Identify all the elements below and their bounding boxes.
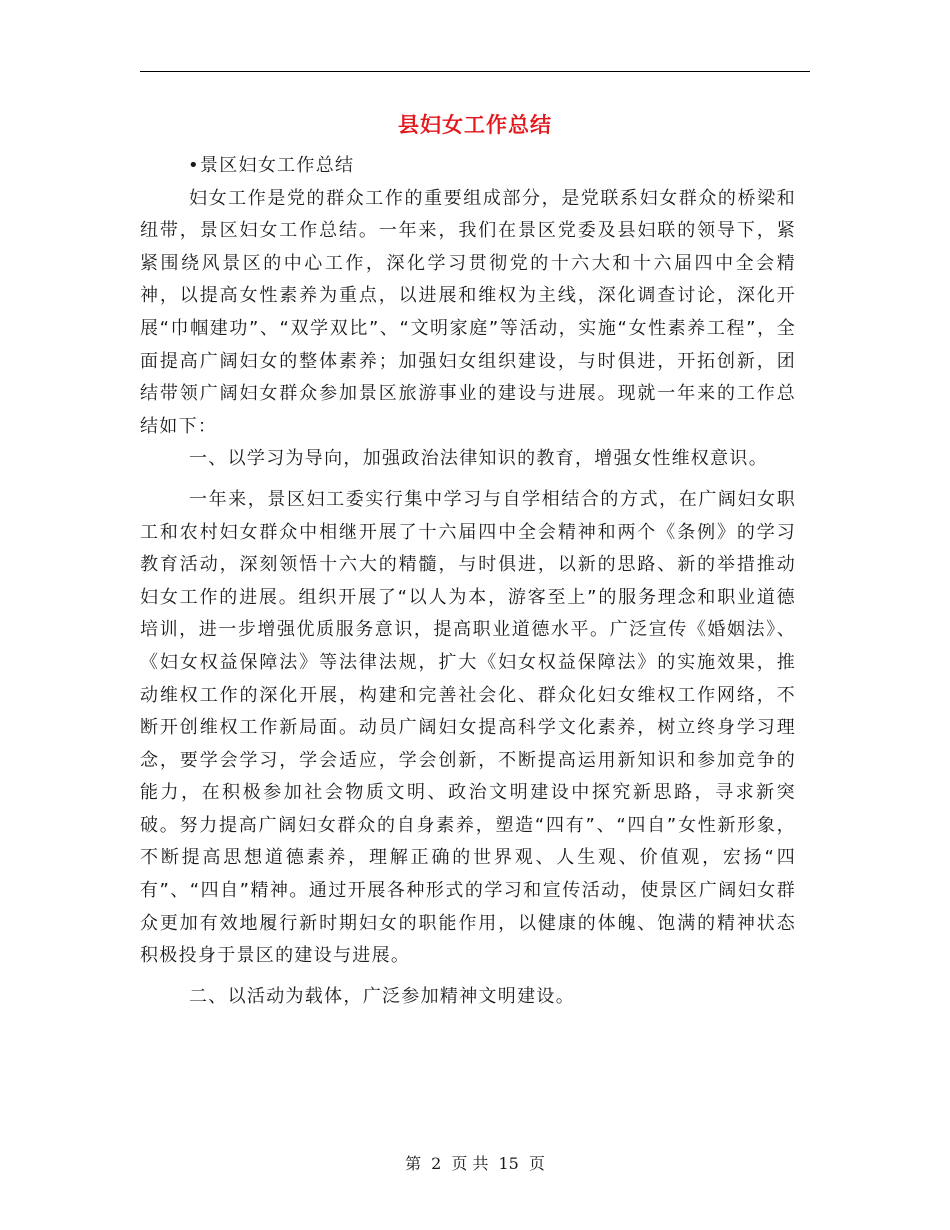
- current-page-number: 2: [431, 1154, 442, 1173]
- footer-middle: 页 共: [451, 1154, 489, 1173]
- footer-prefix: 第: [405, 1154, 422, 1173]
- paragraph-intro: 妇女工作是党的群众工作的重要组成部分，是党联系妇女群众的桥梁和纽带，景区妇女工作总结。一年来，我们在景区党委及县妇联的领导下，紧紧围绕风景区的中心工作，深化学习贯彻党的十六大和十六届四中全会精神，以提高女性素养为重点，以进展和维权为主线，深化调查讨论，深化开展“巾帼建功”、“双学双比”、“文明家庭”等活动，实施“女性素养工程”，全面提高广阔妇女的整体素养；加强妇女组织建设，与时俱进，开拓创新，团结带领广阔妇女群众参加景区旅游事业的建设与进展。现就一年来的工作总结如下：: [140, 187, 796, 437]
- document-body: [140, 150, 796, 1013]
- footer-suffix: 页: [528, 1154, 545, 1173]
- page-number-footer: [0, 1152, 950, 1176]
- document-title: 县妇女工作总结: [398, 113, 552, 137]
- total-page-count: 15: [498, 1154, 519, 1173]
- section-subtitle: •景区妇女工作总结: [188, 155, 355, 176]
- heading-section-1: 一、以学习为导向，加强政治法律知识的教育，增强女性维权意识。: [189, 448, 768, 470]
- paragraph-section-1: 一年来，景区妇工委实行集中学习与自学相结合的方式，在广阔妇女职工和农村妇女群众中相继开展了十六届四中全会精神和两个《条例》的学习教育活动，深刻领悟十六大的精髓，与时俱进，以新的思路、新的举措推动妇女工作的进展。组织开展了“以人为本，游客至上”的服务理念和职业道德培训，进一步增强优质服务意识，提高职业道德水平。广泛宣传《婚姻法》、《妇女权益保障法》等法律法规，扩大《妇女权益保障法》的实施效果，推动维权工作的深化开展，构建和完善社会化、群众化妇女维权工作网络，不断开创维权工作新局面。动员广阔妇女提高科学文化素养，树立终身学习理念，要学会学习，学会适应，学会创新，不断提高运用新知识和参加竞争的能力，在积极参加社会物质文明、政治文明建设中探究新思路，寻求新突破。努力提高广阔妇女群众的自身素养，塑造“四有”、“四自”女性新形象，不断提高思想道德素养，理解正确的世界观、人生观、价值观，宏扬“四有”、“四自”精神。通过开展各种形式的学习和宣传活动，使景区广阔妇女群众更加有效地履行新时期妇女的职能作用，以健康的体魄、饱满的精神状态积极投身于景区的建设与进展。: [140, 488, 796, 967]
- heading-section-2: 二、以活动为载体，广泛参加精神文明建设。: [189, 985, 575, 1007]
- header-rule: [140, 71, 810, 72]
